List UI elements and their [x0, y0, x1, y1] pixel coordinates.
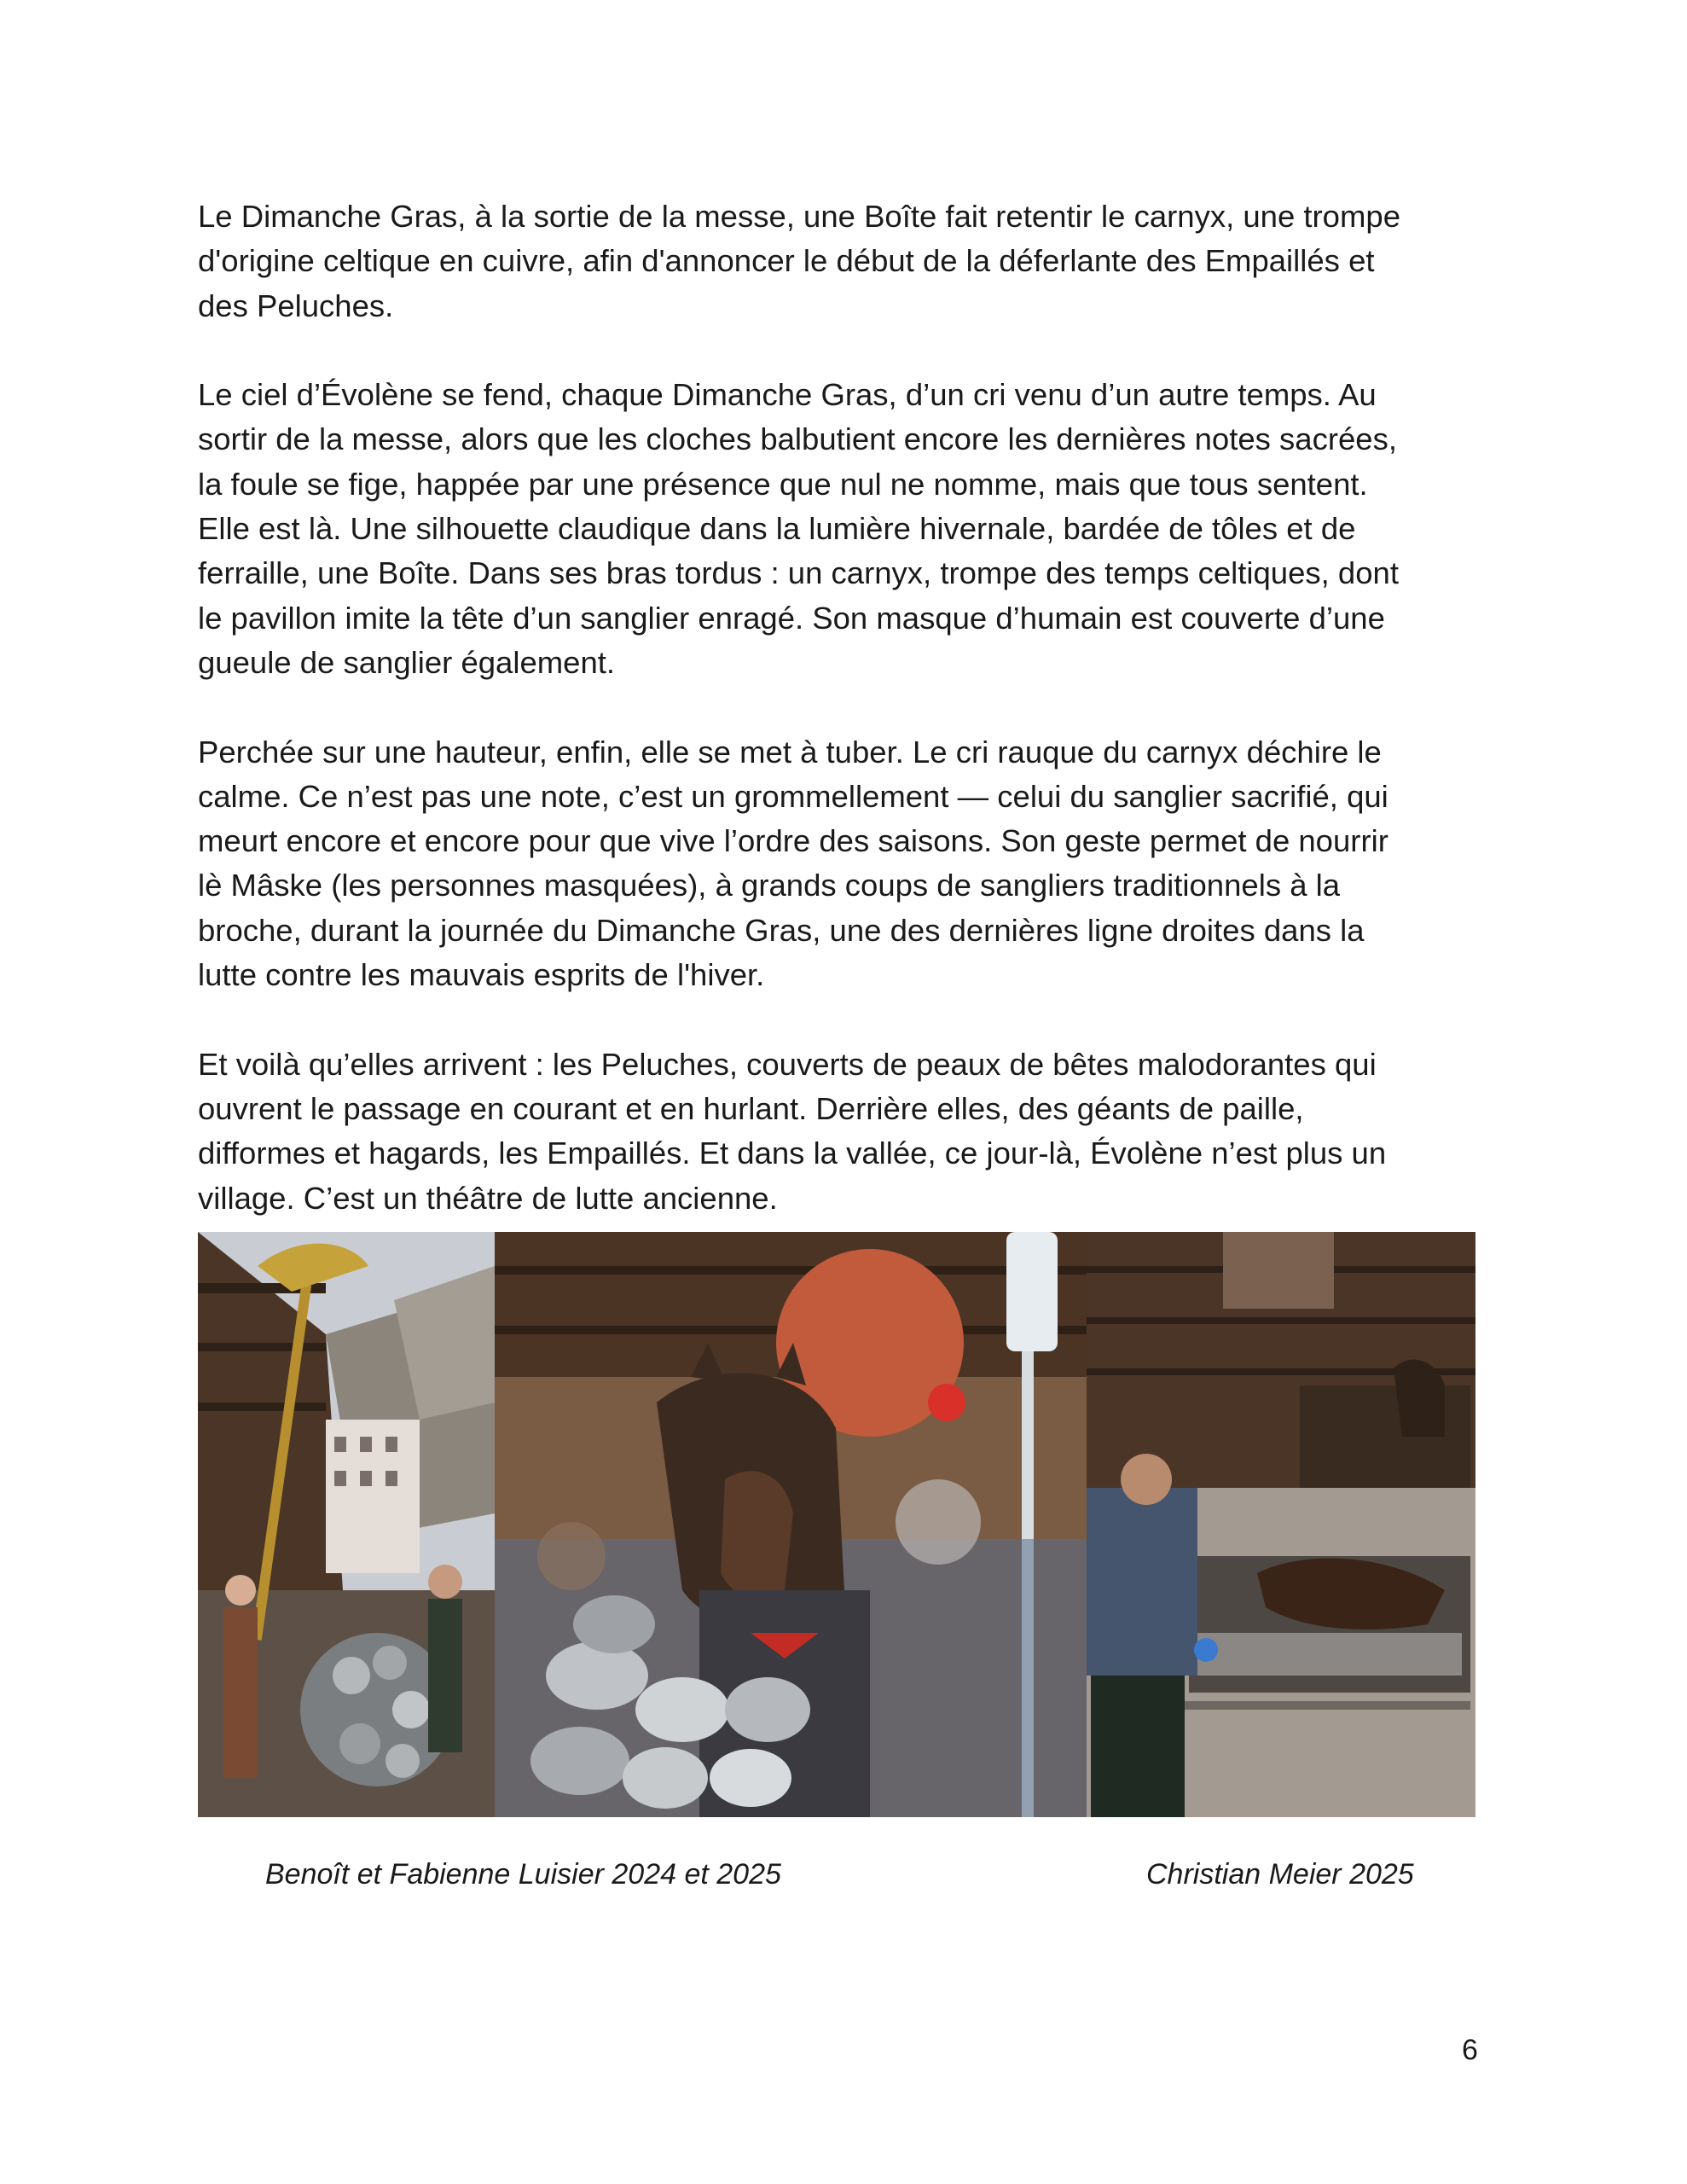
body-text [198, 195, 1494, 1265]
text-line: gueule de sanglier également. [198, 644, 616, 680]
paragraph-3 [198, 730, 1494, 998]
text-line: des Peluches. [198, 288, 394, 323]
paragraph-2 [198, 373, 1494, 685]
text-line: Et voilà qu’elles arrivent : les Peluches, couverts de peaux de bêtes malodorantes qui [198, 1046, 1377, 1082]
text-line: d'origine celtique en cuivre, afin d'annoncer le début de la déferlante des Empaillés et [198, 243, 1375, 279]
text-line: village. C’est un théâtre de lutte ancienne. [198, 1180, 778, 1216]
text-line: broche, durant la journée du Dimanche Gras, une des dernières ligne droites dans la [198, 912, 1365, 948]
text-line: le pavillon imite la tête d’un sanglier enragé. Son masque d’humain est couverte d’une [198, 600, 1385, 636]
text-line: la foule se fige, happée par une présence que nul ne nomme, mais que tous sentent. [198, 466, 1368, 502]
text-line: lè Mâske (les personnes masquées), à grands coups de sangliers traditionnels à la [198, 868, 1341, 903]
text-line: Elle est là. Une silhouette claudique dans la lumière hivernale, bardée de tôles et de [198, 511, 1356, 547]
text-line: lutte contre les mauvais esprits de l'hiver. [198, 957, 765, 993]
text-line: Perchée sur une hauteur, enfin, elle se met à tuber. Le cri rauque du carnyx déchire le [198, 734, 1382, 770]
photo-credit-right: Christian Meier 2025 [1146, 1858, 1414, 1891]
paragraph-1 [198, 195, 1494, 328]
photo-credit-left: Benoît et Fabienne Luisier 2024 et 2025 [265, 1858, 781, 1891]
photo-boar-roast [1087, 1232, 1475, 1817]
text-line: ferraille, une Boîte. Dans ses bras tordus : un carnyx, trompe des temps celtiques, dont [198, 555, 1399, 591]
paragraph-4 [198, 1043, 1494, 1221]
text-line: Le ciel d’Évolène se fend, chaque Dimanche Gras, d’un cri venu d’un autre temps. Au [198, 377, 1377, 413]
photo-boar-mask [495, 1232, 1087, 1817]
text-line: difformes et hagards, les Empaillés. Et dans la vallée, ce jour-là, Évolène n’est plus un [198, 1136, 1387, 1171]
text-line: ouvrent le passage en courant et en hurlant. Derrière elles, des géants de paille, [198, 1090, 1304, 1126]
photo-strip [198, 1232, 1475, 1817]
text-line: meurt encore et encore pour que vive l’ordre des saisons. Son geste permet de nourrir [198, 823, 1388, 859]
text-line: calme. Ce n’est pas une note, c’est un grommellement — celui du sanglier sacrifié, qui [198, 778, 1388, 814]
page-number: 6 [1462, 2034, 1478, 2066]
photo-carnival-parade [198, 1232, 495, 1817]
text-line: sortir de la messe, alors que les cloches balbutient encore les dernières notes sacrées, [198, 421, 1397, 457]
text-line: Le Dimanche Gras, à la sortie de la messe, une Boîte fait retentir le carnyx, une trompe [198, 199, 1400, 234]
